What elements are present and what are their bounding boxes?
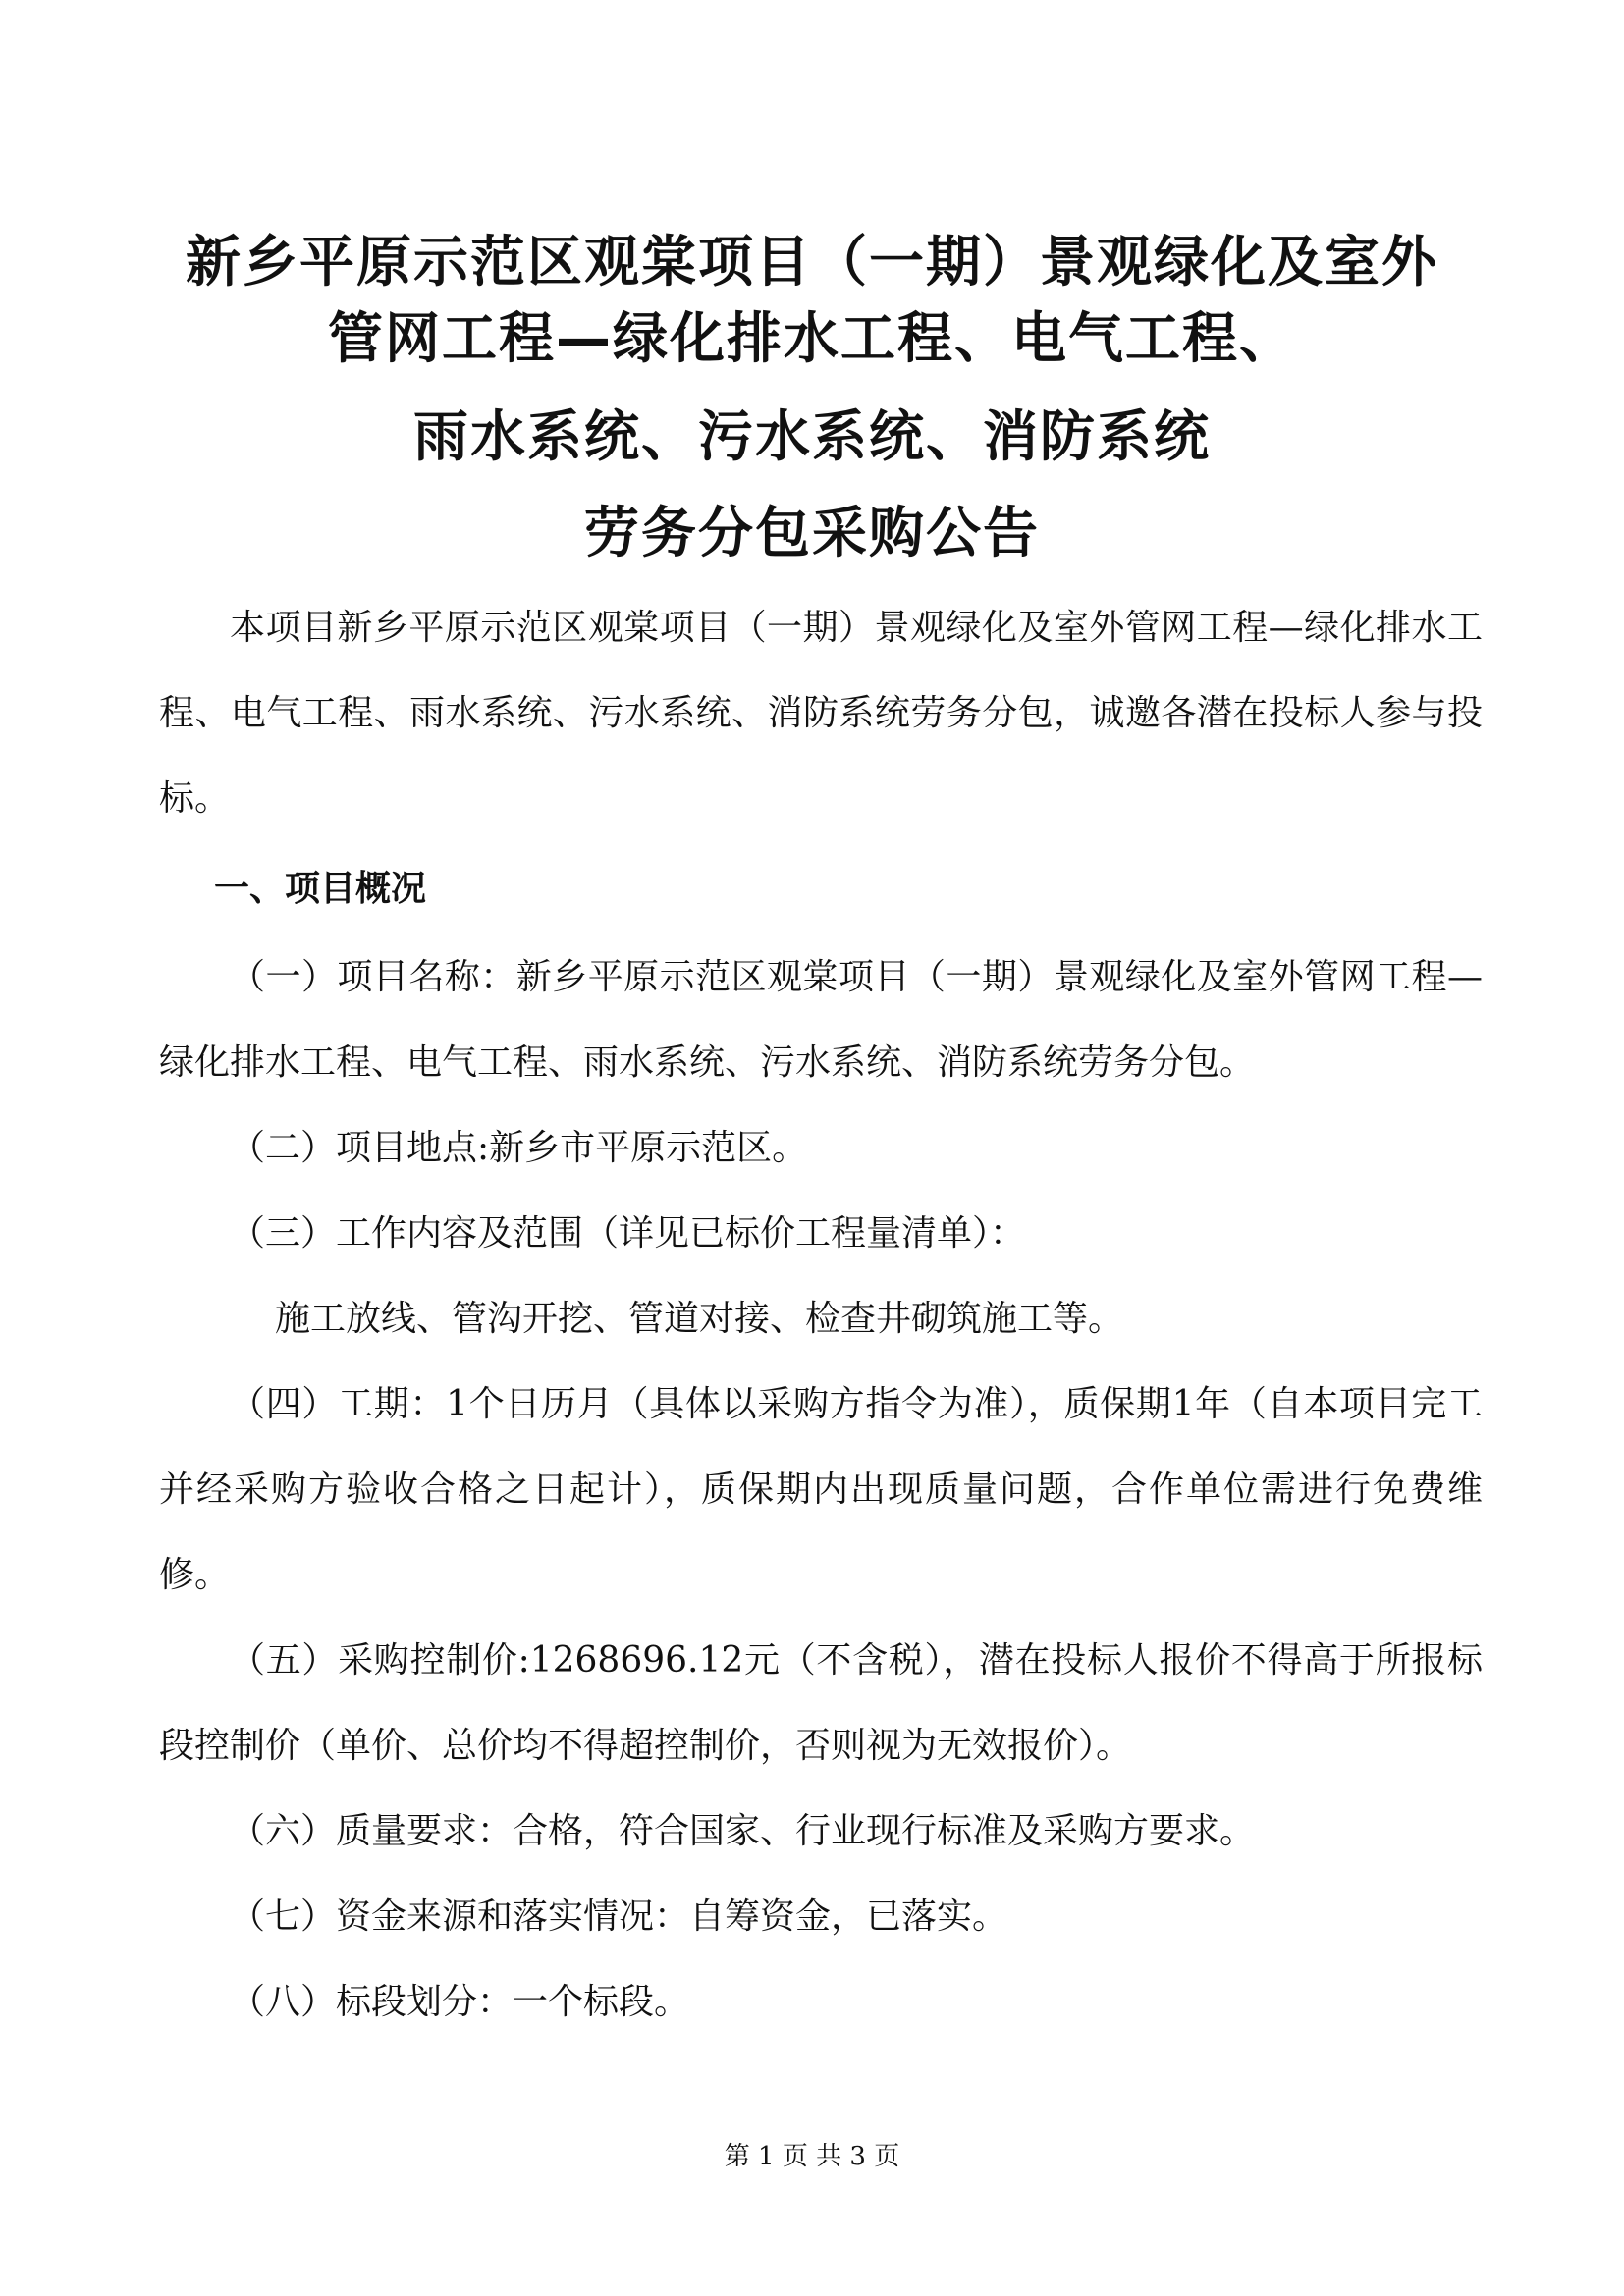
item-duration: （四）工期：1个日历月（具体以采购方指令为准），质保期1年（自本项目完工并经采购方验收合格之日起计），质保期内出现质量问题，合作单位需进行免费维修。 xyxy=(159,1384,1483,1595)
item-funding: （七）资金来源和落实情况：自筹资金，已落实。 xyxy=(230,1896,1008,1937)
item-project-name: （一）项目名称：新乡平原示范区观棠项目（一期）景观绿化及室外管网工程—绿化排水工程、电气工程、雨水系统、污水系统、消防系统劳务分包。 xyxy=(159,957,1483,1083)
document-title-line-4: 劳务分包采购公告 xyxy=(584,502,1040,565)
document-title-line-2: 管网工程—绿化排水工程、电气工程、 xyxy=(328,307,1296,371)
item-work-scope: （三）工作内容及范围（详见已标价工程量清单）： xyxy=(230,1213,1026,1254)
item-work-scope-detail: 施工放线、管沟开挖、管道对接、检查井砌筑施工等。 xyxy=(275,1299,1124,1339)
document-title-line-3: 雨水系统、污水系统、消防系统 xyxy=(413,405,1211,469)
item-project-location: （二）项目地点:新乡市平原示范区。 xyxy=(230,1128,808,1168)
intro-paragraph: 本项目新乡平原示范区观棠项目（一期）景观绿化及室外管网工程—绿化排水工程、电气工程、雨水系统、污水系统、消防系统劳务分包，诚邀各潜在投标人参与投标。 xyxy=(159,608,1483,819)
item-quality: （六）质量要求：合格，符合国家、行业现行标准及采购方要求。 xyxy=(230,1811,1256,1851)
document-title-line-1: 新乡平原示范区观棠项目（一期）景观绿化及室外 xyxy=(186,231,1438,294)
item-control-price: （五）采购控制价:1268696.12元（不含税），潜在投标人报价不得高于所报标段控制价（单价、总价均不得超控制价，否则视为无效报价）。 xyxy=(159,1640,1483,1766)
section-heading-overview: 一、项目概况 xyxy=(214,869,427,909)
page-footer: 第 1 页 共 3 页 xyxy=(724,2142,900,2171)
item-lot-division: （八）标段划分：一个标段。 xyxy=(230,1982,690,2022)
